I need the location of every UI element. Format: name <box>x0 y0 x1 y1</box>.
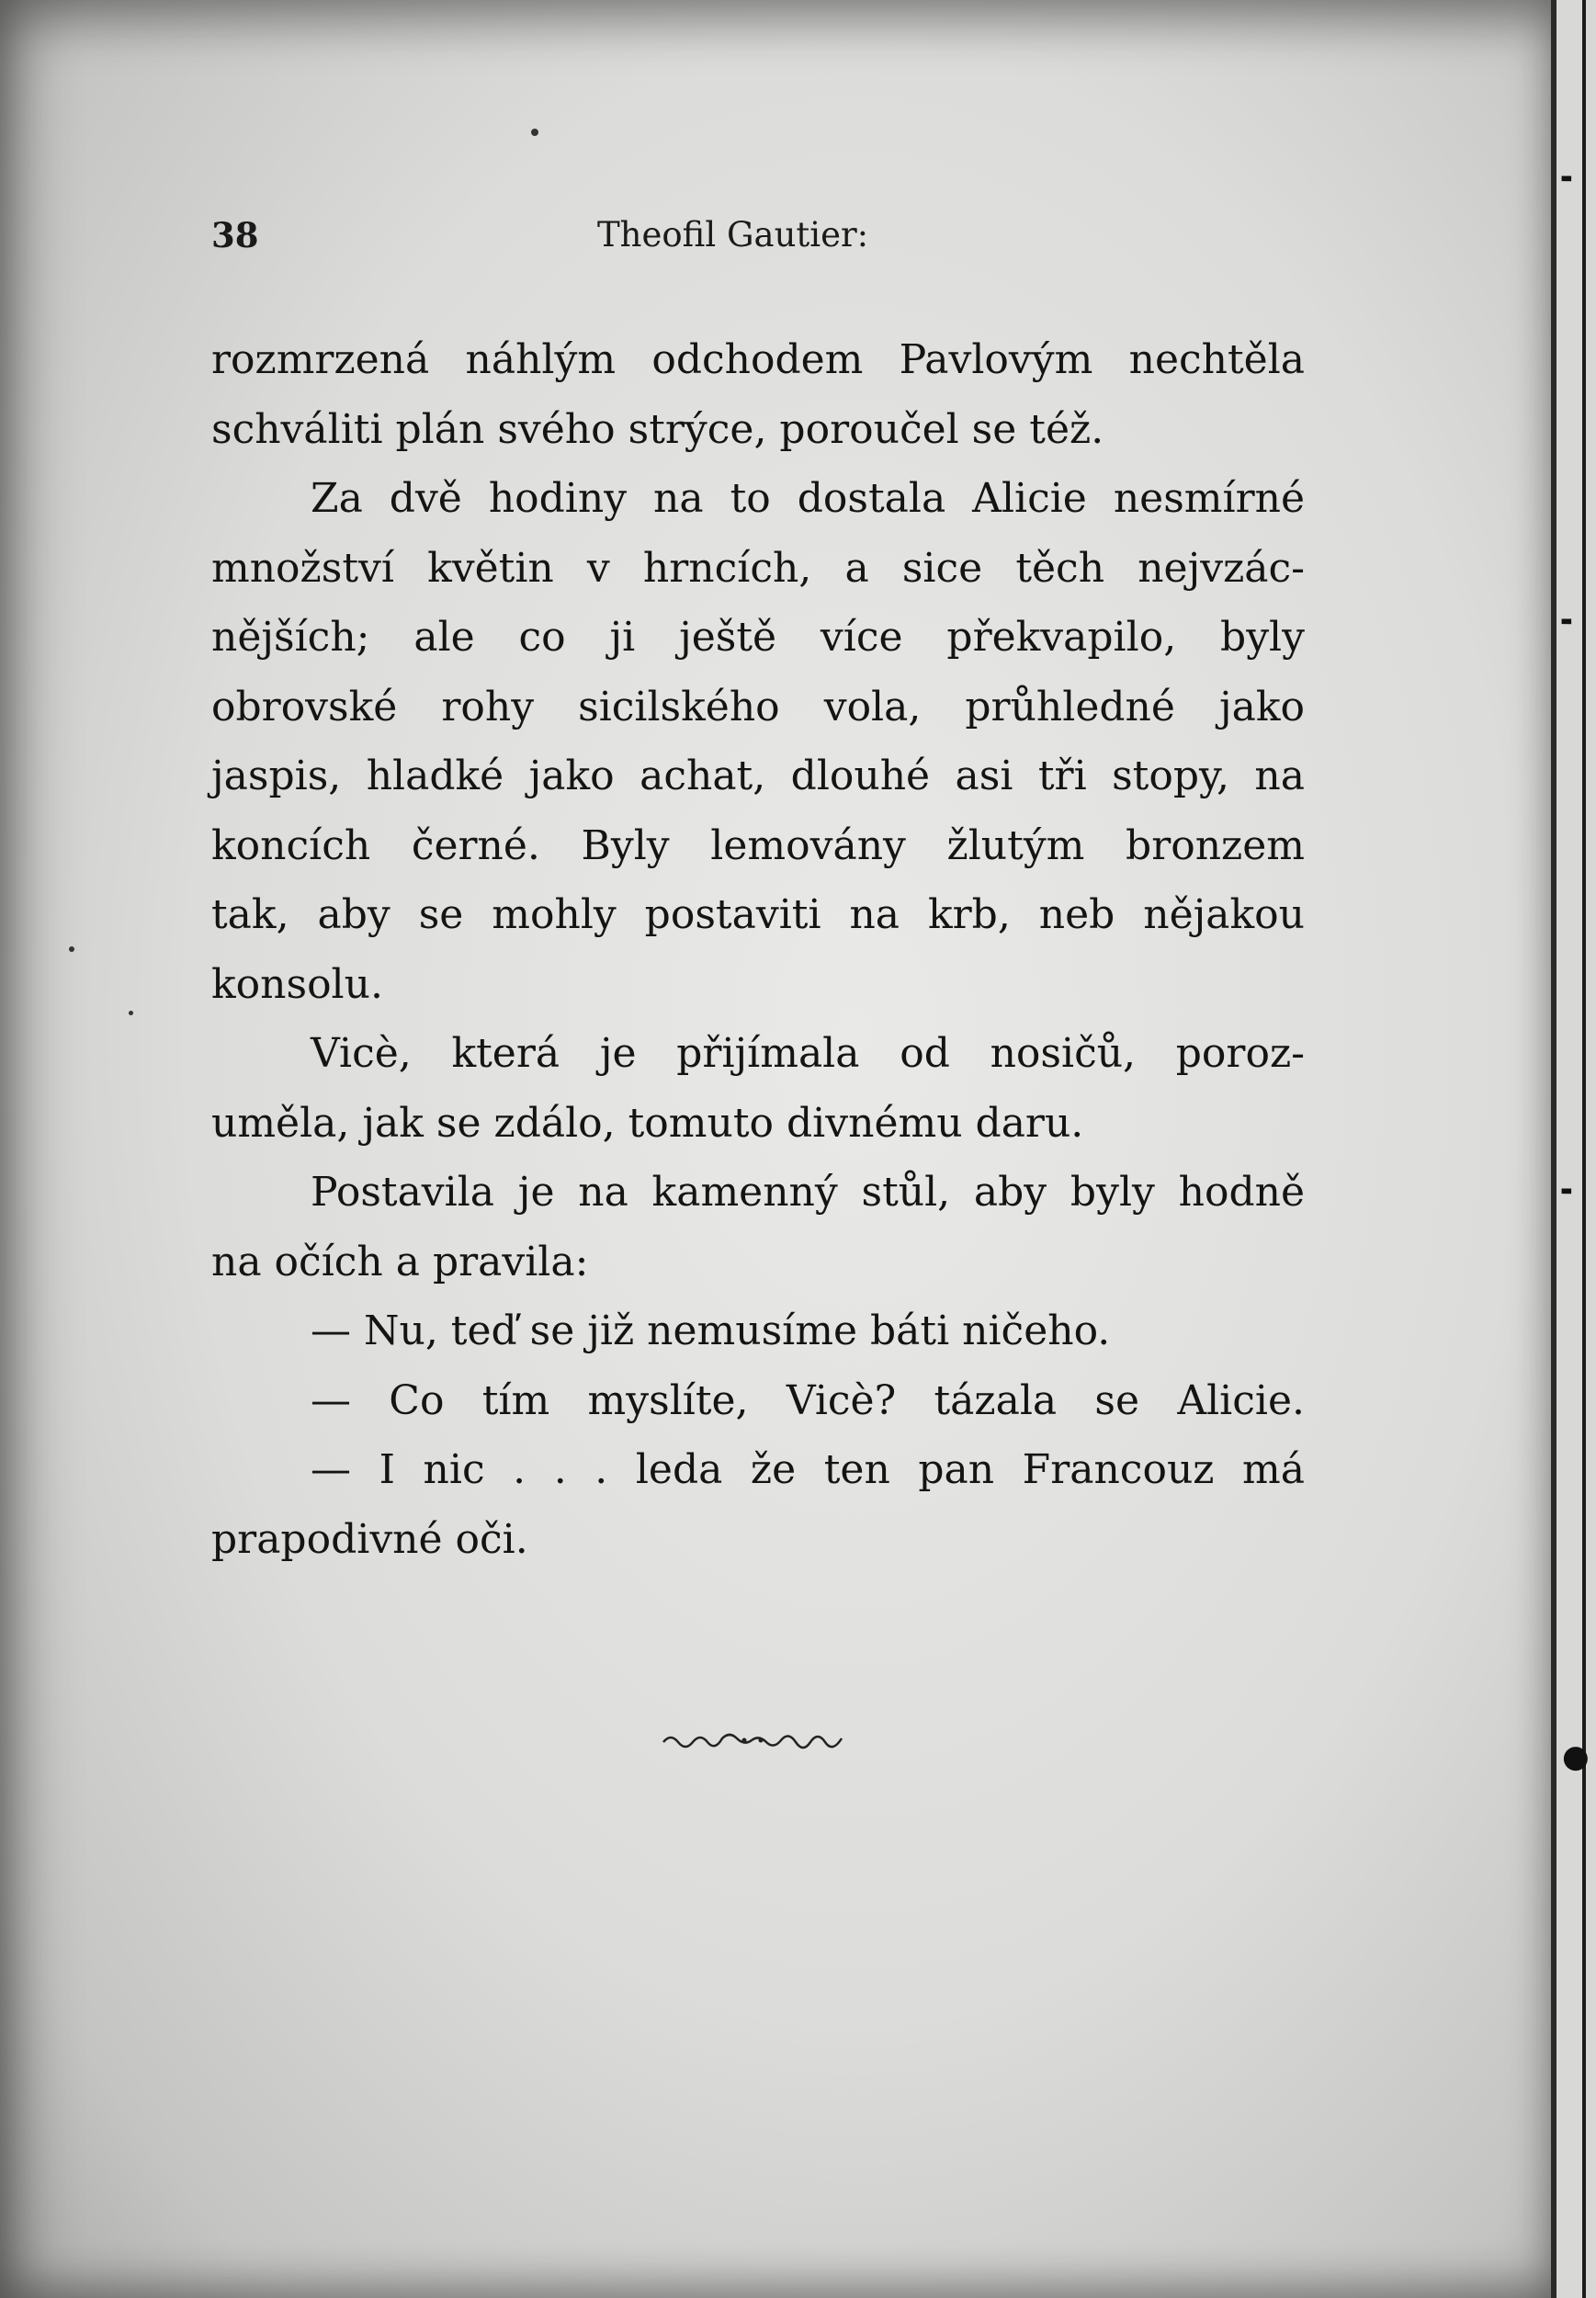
ink-speck <box>531 129 538 136</box>
text-line: schváliti plán svého strýce, poroučel se též. <box>211 405 1104 453</box>
binding-margin <box>1556 0 1596 2298</box>
text-line: prapodivné oči. <box>211 1515 528 1563</box>
text-line: Za dvě hodiny na to dostala Alicie nesmírné <box>311 475 1305 522</box>
text-line: na očích a pravila: <box>211 1238 589 1285</box>
text-line: Vicè, která je přijímala od nosičů, poroz- <box>311 1030 1305 1077</box>
text-line: rozmrzená náhlým odchodem Pavlovým nechtěla <box>211 336 1305 383</box>
text-line: nějších; ale co ji ještě více překvapilo, byly <box>211 614 1305 661</box>
text-line: množství květin v hrncích, a sice těch nejvzác- <box>211 544 1305 592</box>
binding-rule <box>1582 0 1586 2298</box>
page-number: 38 <box>211 215 259 255</box>
dialogue-line: — Nu, teď se již nemusíme báti ničeho. <box>311 1307 1111 1354</box>
text-line: tak, aby se mohly postaviti na krb, neb nějakou <box>211 891 1305 938</box>
body-text <box>211 325 1305 1574</box>
binding-mark: ● <box>1562 1738 1590 1775</box>
text-line: jaspis, hladké jako achat, dlouhé asi tři stopy, na <box>211 753 1305 799</box>
ink-speck <box>129 1011 133 1015</box>
text-line: koncích černé. Byly lemovány žlutým bronzem <box>211 821 1305 869</box>
text-line: Postavila je na kamenný stůl, aby byly hodně <box>311 1169 1305 1216</box>
dialogue-line: — Co tím myslíte, Vicè? tázala se Alicie. <box>311 1376 1305 1424</box>
fleuron-ornament <box>662 1726 845 1753</box>
text-line: obrovské rohy sicilského vola, průhledné jako <box>211 683 1305 730</box>
binding-mark: ╸ <box>1562 161 1581 198</box>
running-header <box>211 215 1305 261</box>
binding-mark: ╸ <box>1562 604 1581 640</box>
text-line: uměla, jak se zdálo, tomuto divnému daru. <box>211 1099 1084 1147</box>
text-line: konsolu. <box>211 960 383 1008</box>
binding-mark: ╸ <box>1562 1173 1581 1210</box>
dialogue-line: — I nic . . . leda že ten pan Francouz má <box>311 1446 1305 1493</box>
running-title: Theofil Gautier: <box>597 215 869 255</box>
ink-speck <box>69 946 74 952</box>
